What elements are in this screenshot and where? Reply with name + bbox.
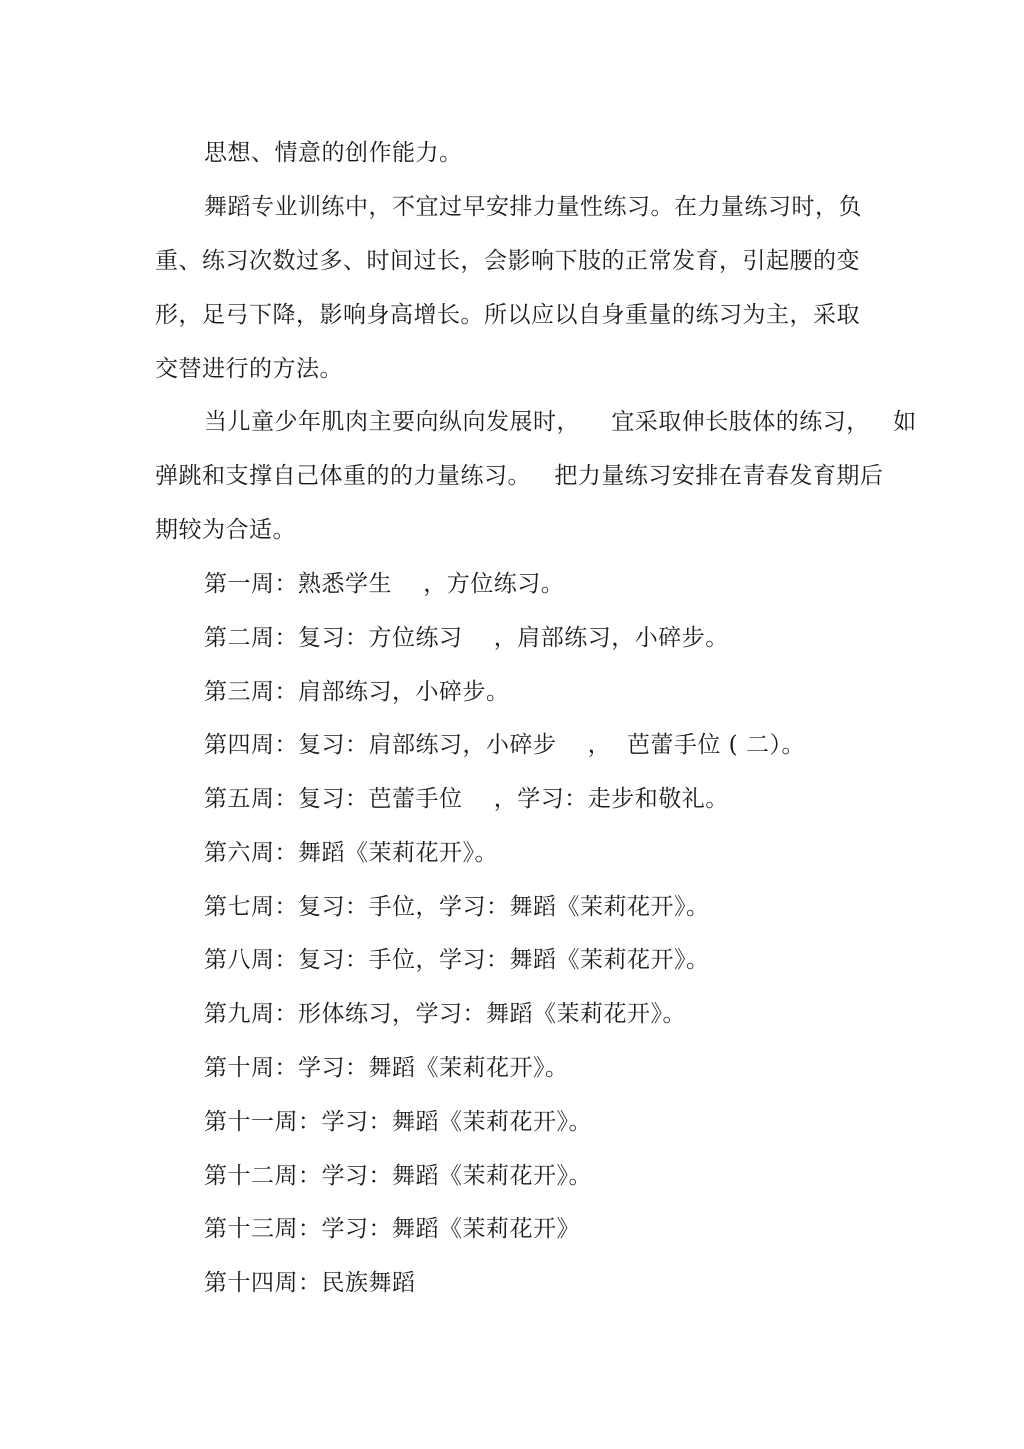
paragraph-line: 弹跳和支撑自己体重的的力量练习。 把力量练习安排在青春发育期后 <box>155 463 884 489</box>
paragraph-line: 形，足弓下降，影响身高增长。所以应以自身重量的练习为主，采取 <box>155 302 860 328</box>
schedule-item: 第三周：肩部练习，小碎步。 <box>204 679 510 705</box>
schedule-item: 第十一周：学习：舞蹈《茉莉花开》。 <box>204 1109 592 1135</box>
schedule-item: 第十周：学习：舞蹈《茉莉花开》。 <box>204 1055 569 1081</box>
schedule-item: 第四周：复习：肩部练习，小碎步 ， 芭蕾手位 ( 二）。 <box>204 732 805 758</box>
schedule-item: 第十四周：民族舞蹈 <box>204 1270 416 1296</box>
schedule-item: 第八周：复习：手位，学习：舞蹈《茉莉花开》。 <box>204 947 710 973</box>
paragraph-line: 重、练习次数过多、时间过长，会影响下肢的正常发育，引起腰的变 <box>155 248 860 274</box>
schedule-item: 第十二周：学习：舞蹈《茉莉花开》。 <box>204 1163 592 1189</box>
paragraph-line: 舞蹈专业训练中，不宜过早安排力量性练习。在力量练习时，负 <box>204 194 862 220</box>
schedule-item: 第五周：复习：芭蕾手位 ，学习：走步和敬礼。 <box>204 786 729 812</box>
paragraph-line: 思想、情意的创作能力。 <box>204 140 463 166</box>
schedule-item: 第九周：形体练习，学习：舞蹈《茉莉花开》。 <box>204 1001 686 1027</box>
paragraph-line: 当儿童少年肌肉主要向纵向发展时， 宜采取伸长肢体的练习， 如 <box>204 409 917 435</box>
schedule-item: 第十三周：学习：舞蹈《茉莉花开》 <box>204 1216 580 1242</box>
paragraph-line: 期较为合适。 <box>155 517 296 543</box>
schedule-item: 第七周：复习：手位，学习：舞蹈《茉莉花开》。 <box>204 894 710 920</box>
schedule-item: 第二周：复习：方位练习 ，肩部练习，小碎步。 <box>204 625 729 651</box>
paragraph-line: 交替进行的方法。 <box>155 356 343 382</box>
schedule-item: 第六周：舞蹈《茉莉花开》。 <box>204 840 498 866</box>
schedule-item: 第一周：熟悉学生 ，方位练习。 <box>204 571 565 597</box>
